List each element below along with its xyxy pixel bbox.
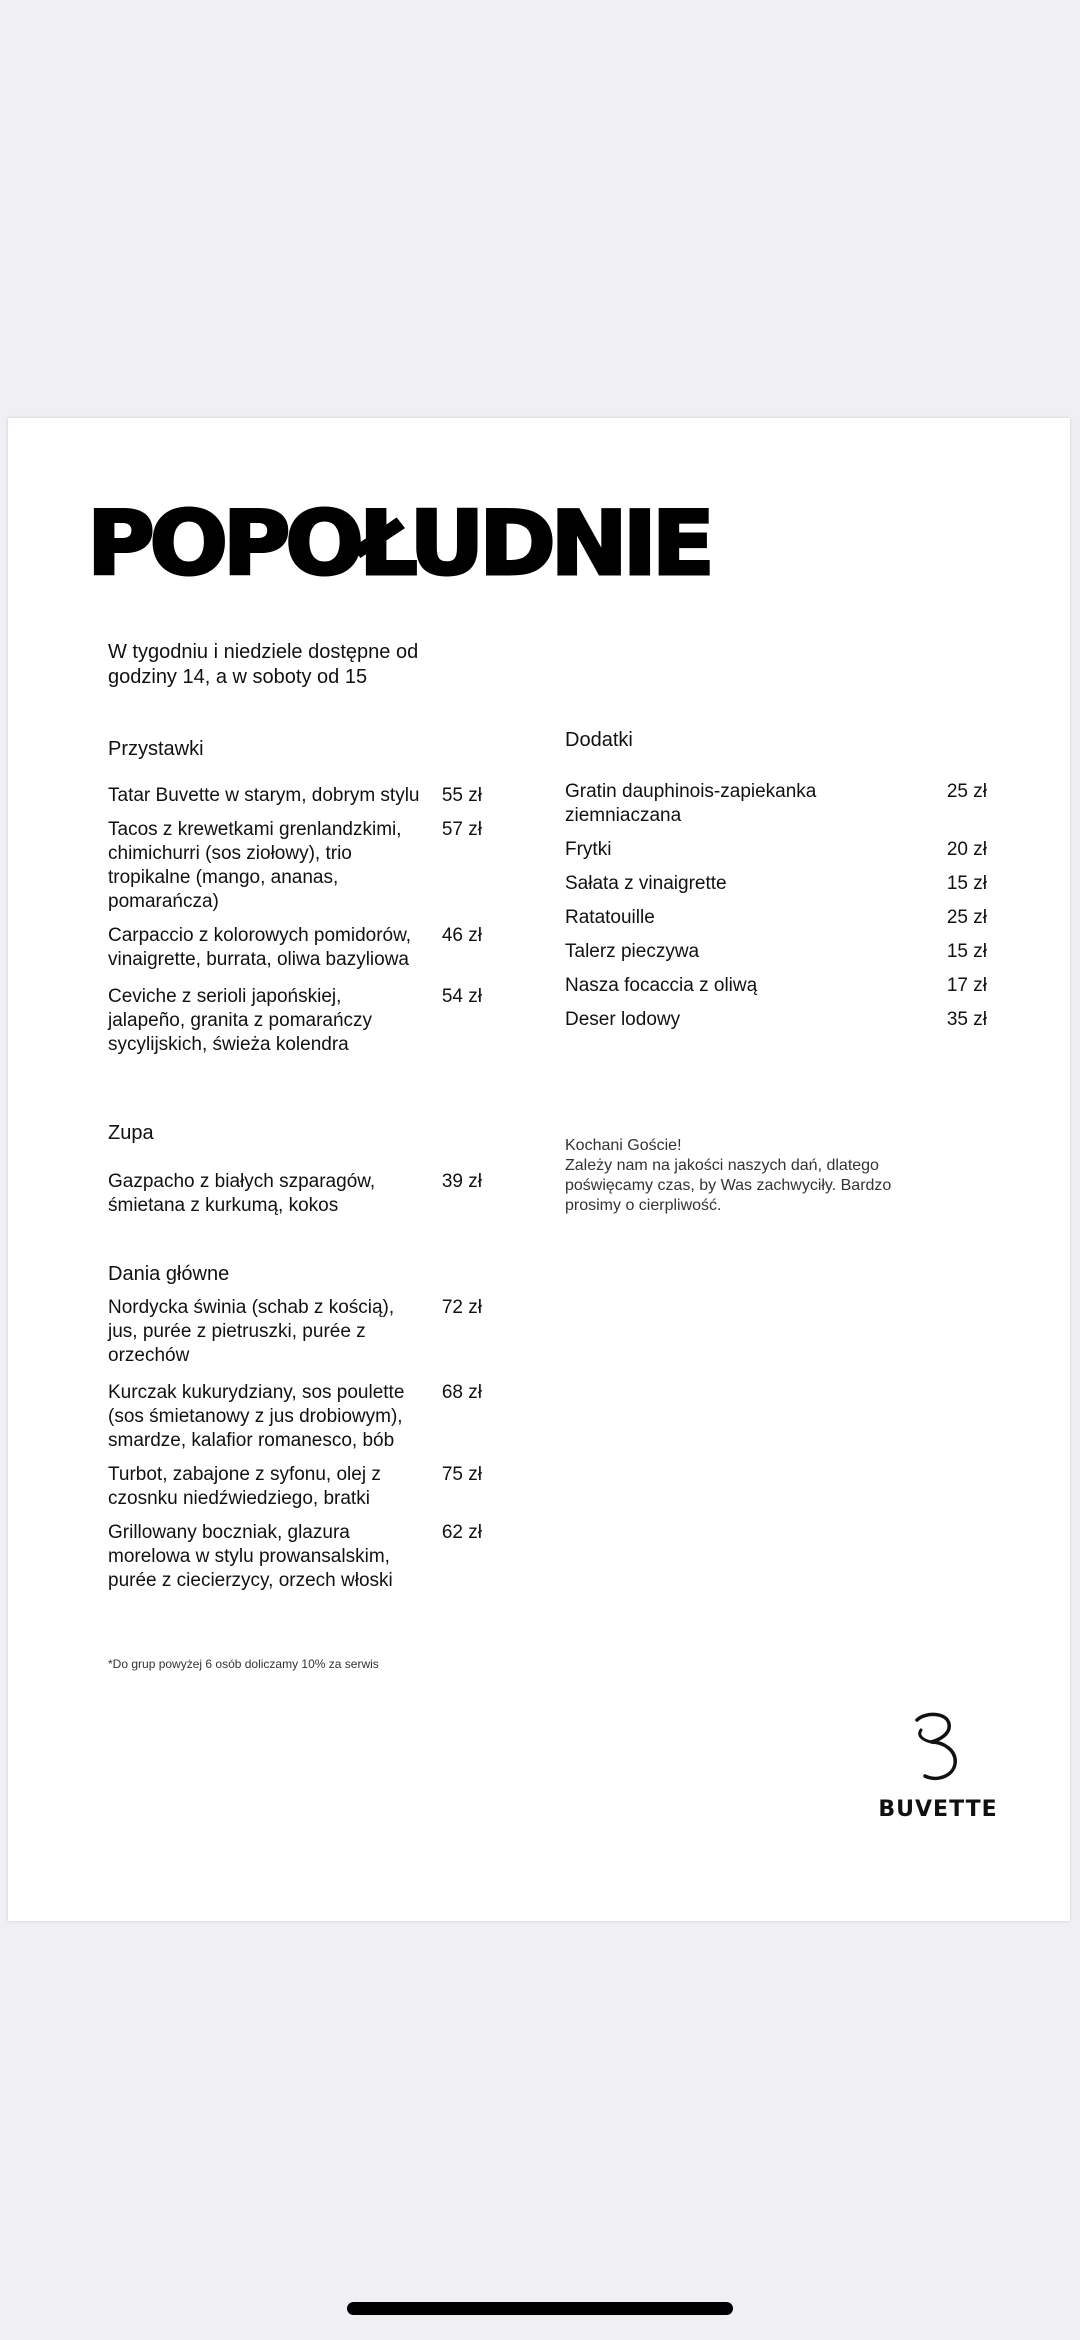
- item-price: 25 zł: [946, 907, 987, 928]
- list-item: [565, 940, 987, 964]
- item-price: 35 zł: [946, 1009, 987, 1030]
- note-greeting: Kochani Goście!: [565, 1137, 682, 1154]
- guest-note: [565, 1136, 905, 1216]
- menu-title: POPOŁUDNIE: [87, 492, 710, 595]
- item-name: Deser lodowy: [565, 1009, 681, 1030]
- section-heading-przystawki: Przystawki: [108, 738, 204, 760]
- list-item: [108, 784, 482, 808]
- item-price: 68 zł: [441, 1382, 482, 1403]
- section-heading-dodatki: Dodatki: [565, 729, 633, 751]
- home-indicator[interactable]: [347, 2302, 733, 2315]
- item-name: Frytki: [565, 839, 612, 860]
- list-item: [108, 924, 482, 972]
- item-price: 17 zł: [946, 975, 987, 996]
- list-item: [108, 1296, 482, 1368]
- item-name: Gazpacho z białych szparagów, śmietana z kurkumą, kokos: [108, 1171, 376, 1216]
- item-name: Carpaccio z kolorowych pomidorów, vinaigrette, burrata, oliwa bazyliowa: [108, 925, 412, 970]
- dania-glowne-list: [108, 1296, 482, 1593]
- zupa-list: [108, 1170, 482, 1218]
- section-heading-zupa: Zupa: [108, 1122, 154, 1144]
- item-price: 72 zł: [441, 1297, 482, 1318]
- item-name: Ceviche z serioli japońskiej, jalapeño, granita z pomarańczy sycylijskich, świeża kolendra: [108, 986, 373, 1055]
- item-name: Talerz pieczywa: [565, 941, 700, 962]
- item-price: 25 zł: [946, 781, 987, 802]
- item-name: Tacos z krewetkami grenlandzkimi, chimichurri (sos ziołowy), trio tropikalne (mango, ananas, pomarańcza): [108, 819, 402, 912]
- list-item: [565, 906, 987, 930]
- item-name: Ratatouille: [565, 907, 655, 928]
- item-price: 20 zł: [946, 839, 987, 860]
- przystawki-list: [108, 784, 482, 1057]
- item-name: Grillowany boczniak, glazura morelowa w stylu prowansalskim, purée z ciecierzycy, orzech włoski: [108, 1522, 393, 1591]
- note-body: Zależy nam na jakości naszych dań, dlatego poświęcamy czas, by Was zachwyciły. Bardzo prosimy o cierpliwość.: [565, 1157, 892, 1214]
- item-price: 15 zł: [946, 941, 987, 962]
- list-item: [108, 1463, 482, 1511]
- item-price: 54 zł: [441, 986, 482, 1007]
- item-name: Nordycka świnia (schab z kością), jus, purée z pietruszki, purée z orzechów: [108, 1297, 395, 1366]
- dodatki-list: [565, 780, 987, 1032]
- list-item: [108, 818, 482, 914]
- buvette-logo: [878, 1712, 998, 1830]
- list-item: [565, 872, 987, 896]
- list-item: [565, 780, 987, 828]
- item-name: Nasza focaccia z oliwą: [565, 975, 758, 996]
- list-item: [108, 1381, 482, 1453]
- service-footnote: *Do grup powyżej 6 osób doliczamy 10% za serwis: [108, 1657, 379, 1671]
- section-heading-dania-glowne: Dania główne: [108, 1263, 230, 1285]
- item-price: 15 zł: [946, 873, 987, 894]
- list-item: [108, 1170, 482, 1218]
- item-name: Turbot, zabajone z syfonu, olej z czosnku niedźwiedziego, bratki: [108, 1464, 381, 1509]
- item-name: Kurczak kukurydziany, sos poulette (sos śmietanowy z jus drobiowym), smardze, kalafior romanesco, bób: [108, 1382, 405, 1451]
- item-price: 57 zł: [441, 819, 482, 840]
- list-item: [565, 974, 987, 998]
- item-price: 62 zł: [441, 1522, 482, 1543]
- item-name: Tatar Buvette w starym, dobrym stylu: [108, 785, 420, 806]
- list-item: [108, 1521, 482, 1593]
- list-item: [565, 838, 987, 862]
- list-item: [565, 1008, 987, 1032]
- buvette-logo-icon: [911, 1712, 961, 1782]
- logo-wordmark: BUVETTE: [878, 1797, 998, 1822]
- item-price: 46 zł: [441, 925, 482, 946]
- item-price: 75 zł: [441, 1464, 482, 1485]
- list-item: [108, 985, 482, 1057]
- item-name: Gratin dauphinois-zapiekanka ziemniaczana: [565, 781, 817, 826]
- item-name: Sałata z vinaigrette: [565, 873, 727, 894]
- menu-subtitle: W tygodniu i niedziele dostępne od godziny 14, a w soboty od 15: [108, 641, 419, 688]
- item-price: 55 zł: [441, 785, 482, 806]
- item-price: 39 zł: [441, 1171, 482, 1192]
